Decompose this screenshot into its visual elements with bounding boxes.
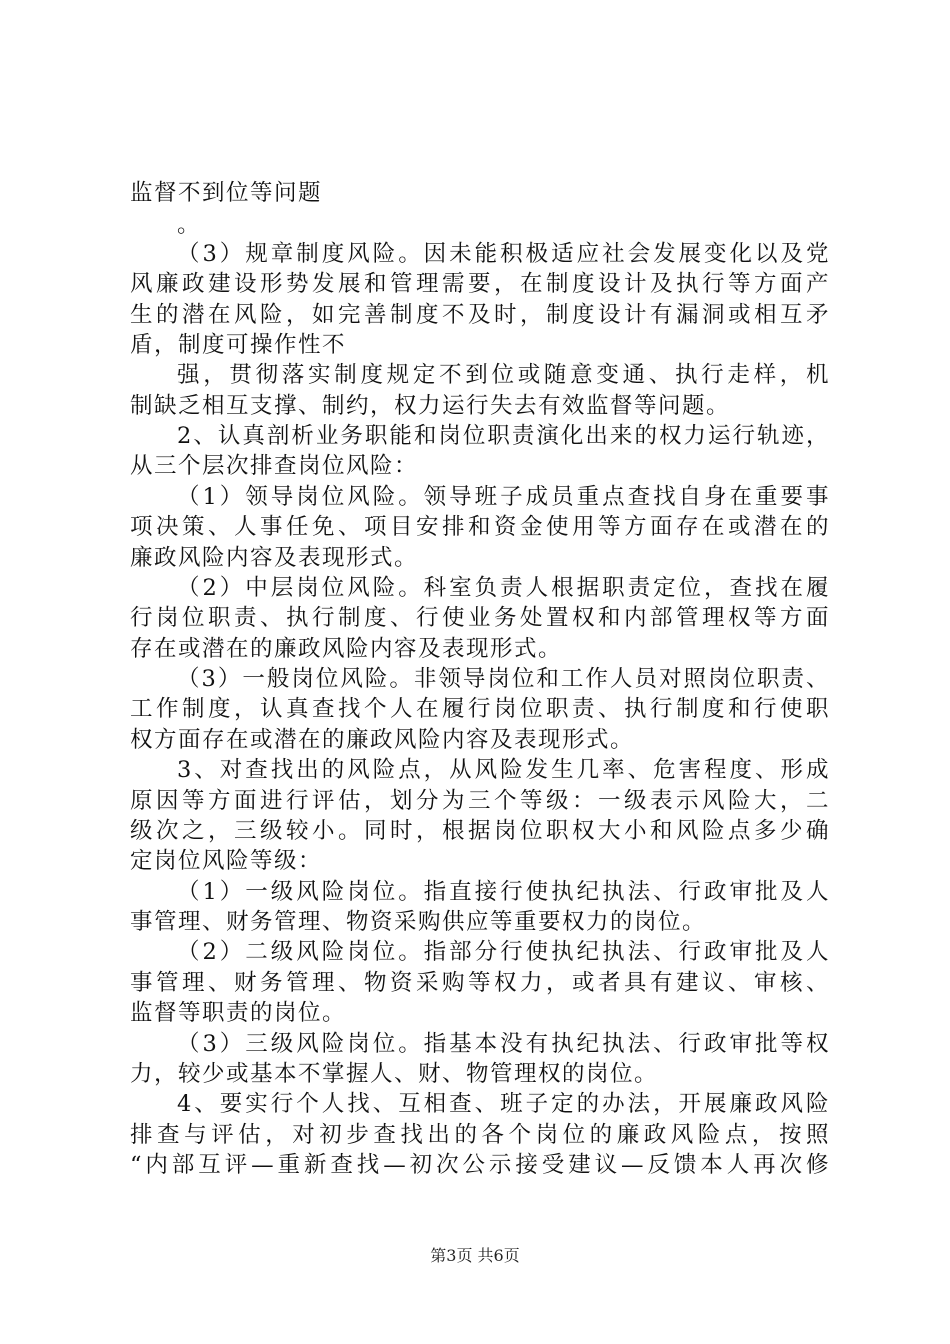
text-line: 廉政风险内容及表现形式。	[130, 545, 419, 571]
text-line: 项决策、人事任免、项目安排和资金使用等方面存在或潜在的	[130, 514, 830, 540]
text-line: （3）一般岗位风险。非领导岗位和工作人员对照岗位职责、	[177, 666, 830, 692]
text-line: （2）中层岗位风险。科室负责人根据职责定位，查找在履	[177, 575, 830, 601]
text-line: 原因等方面进行评估，划分为三个等级：一级表示风险大，二	[130, 788, 830, 814]
text-line: 工作制度，认真查找个人在履行岗位职责、执行制度和行使职	[130, 696, 830, 722]
text-line: 2、认真剖析业务职能和岗位职责演化出来的权力运行轨迹，	[177, 423, 830, 449]
text-line: 强，贯彻落实制度规定不到位或随意变通、执行走样，机	[177, 362, 830, 388]
text-line: “内部互评—重新查找—初次公示接受建议—反馈本人再次修	[130, 1152, 830, 1178]
text-line: （1）一级风险岗位。指直接行使执纪执法、行政审批及人	[177, 879, 830, 905]
text-line: 4、要实行个人找、互相查、班子定的办法，开展廉政风险	[177, 1091, 830, 1117]
text-line: 监督不到位等问题	[130, 180, 323, 206]
text-line: 制缺乏相互支撑、制约，权力运行失去有效监督等问题。	[130, 393, 731, 419]
text-line: 级次之，三级较小。同时，根据岗位职权大小和风险点多少确	[130, 818, 830, 844]
text-line: 。	[177, 212, 202, 238]
text-line: （3）三级风险岗位。指基本没有执纪执法、行政审批等权	[177, 1031, 830, 1057]
text-line: 监督等职责的岗位。	[130, 1000, 347, 1026]
text-line: 盾，制度可操作性不	[130, 332, 347, 358]
text-line: 事管理、财务管理、物资采购等权力，或者具有建议、审核、	[130, 970, 830, 996]
text-line: 存在或潜在的廉政风险内容及表现形式。	[130, 636, 563, 662]
text-line: 从三个层次排查岗位风险：	[130, 453, 419, 479]
text-line: 3、对查找出的风险点，从风险发生几率、危害程度、形成	[177, 757, 830, 783]
text-line: （3）规章制度风险。因未能积极适应社会发展变化以及党	[177, 241, 830, 267]
text-line: 风廉政建设形势发展和管理需要，在制度设计及执行等方面产	[130, 271, 830, 297]
text-line: 力，较少或基本不掌握人、财、物管理权的岗位。	[130, 1061, 659, 1087]
text-line: （2）二级风险岗位。指部分行使执纪执法、行政审批及人	[177, 939, 830, 965]
page-footer: 第3页 共6页	[430, 1246, 520, 1265]
text-line: 权方面存在或潜在的廉政风险内容及表现形式。	[130, 727, 635, 753]
text-line: 行岗位职责、执行制度、行使业务处置权和内部管理权等方面	[130, 605, 830, 631]
text-line: （1）领导岗位风险。领导班子成员重点查找自身在重要事	[177, 484, 830, 510]
text-line: 生的潜在风险，如完善制度不及时，制度设计有漏洞或相互矛	[130, 302, 830, 328]
text-line: 排查与评估，对初步查找出的各个岗位的廉政风险点，按照	[130, 1122, 830, 1148]
text-line: 定岗位风险等级：	[130, 848, 323, 874]
text-line: 事管理、财务管理、物资采购供应等重要权力的岗位。	[130, 909, 707, 935]
